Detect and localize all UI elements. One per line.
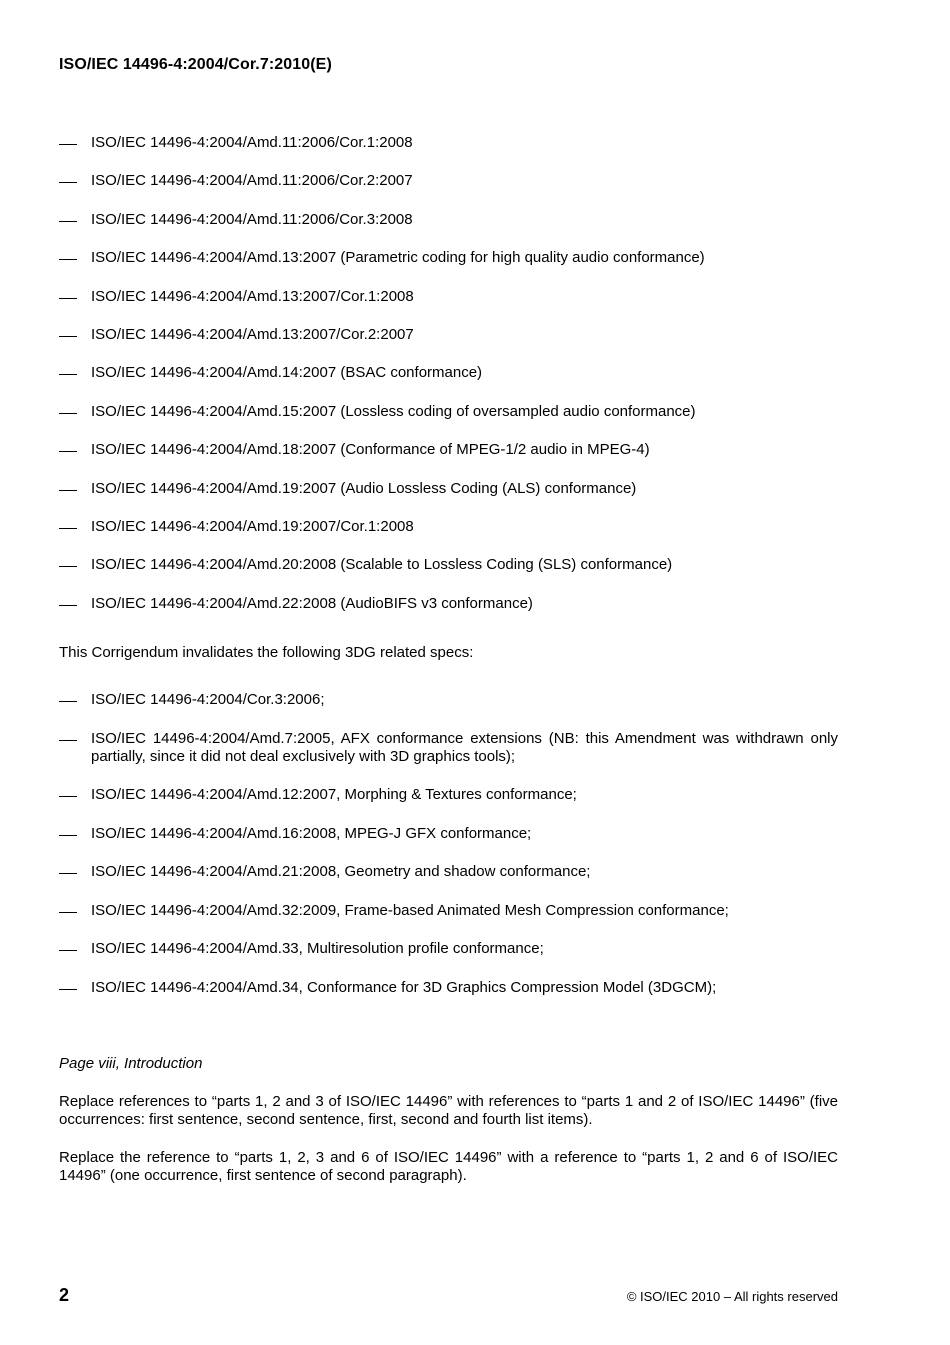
list-item: ISO/IEC 14496-4:2004/Amd.14:2007 (BSAC conformance) bbox=[91, 364, 483, 382]
replacement-paragraph-2: Replace the reference to “parts 1, 2, 3 and 6 of ISO/IEC 14496” with a reference to “parts 1, 2 and 6 of ISO/IEC 14496” (one occurrence, first sentence of second paragraph). bbox=[59, 1149, 838, 1184]
list-item: ISO/IEC 14496-4:2004/Amd.11:2006/Cor.3:2008 bbox=[91, 210, 413, 228]
list-item: ISO/IEC 14496-4:2004/Amd.18:2007 (Conformance of MPEG-1/2 audio in MPEG-4) bbox=[91, 441, 650, 459]
amendment-list bbox=[59, 134, 838, 633]
invalidated-specs-list bbox=[59, 691, 838, 1017]
list-item: ISO/IEC 14496-4:2004/Amd.16:2008, MPEG-J GFX conformance; bbox=[91, 824, 532, 842]
page-number: 2 bbox=[59, 1285, 70, 1305]
list-item: ISO/IEC 14496-4:2004/Amd.19:2007 (Audio Lossless Coding (ALS) conformance) bbox=[91, 479, 637, 497]
list-item: ISO/IEC 14496-4:2004/Amd.12:2007, Morphing & Textures conformance; bbox=[91, 786, 577, 803]
intro-3dg-paragraph: This Corrigendum invalidates the following 3DG related specs: bbox=[59, 644, 474, 661]
list-item: ISO/IEC 14496-4:2004/Amd.7:2005, AFX conformance extensions (NB: this Amendment was withdrawn only partially, since it did not deal exclusively with 3D graphics tools); bbox=[91, 729, 838, 765]
replacement-paragraph-1: Replace references to “parts 1, 2 and 3 of ISO/IEC 14496” with references to “parts 1 and 2 of ISO/IEC 14496” (five occurrences: first sentence, second sentence, first, second and fourth list items). bbox=[59, 1093, 838, 1128]
list-item: ISO/IEC 14496-4:2004/Amd.20:2008 (Scalable to Lossless Coding (SLS) conformance) bbox=[91, 556, 673, 574]
list-item: ISO/IEC 14496-4:2004/Amd.21:2008, Geometry and shadow conformance; bbox=[91, 863, 591, 880]
list-item: ISO/IEC 14496-4:2004/Amd.11:2006/Cor.2:2007 bbox=[91, 172, 413, 190]
section-reference: Page viii, Introduction bbox=[59, 1055, 203, 1072]
list-item: ISO/IEC 14496-4:2004/Amd.19:2007/Cor.1:2008 bbox=[91, 517, 414, 535]
list-item: ISO/IEC 14496-4:2004/Amd.11:2006/Cor.1:2008 bbox=[91, 134, 413, 151]
list-item: ISO/IEC 14496-4:2004/Amd.22:2008 (AudioBIFS v3 conformance) bbox=[91, 594, 533, 612]
list-item: ISO/IEC 14496-4:2004/Amd.34, Conformance for 3D Graphics Compression Model (3DGCM); bbox=[91, 978, 717, 996]
list-item: ISO/IEC 14496-4:2004/Cor.3:2006; bbox=[91, 691, 325, 708]
list-item: ISO/IEC 14496-4:2004/Amd.13:2007/Cor.1:2008 bbox=[91, 287, 414, 305]
copyright-notice: © ISO/IEC 2010 – All rights reserved bbox=[626, 1289, 838, 1304]
list-item: ISO/IEC 14496-4:2004/Amd.15:2007 (Lossless coding of oversampled audio conformance) bbox=[91, 402, 696, 420]
list-item: ISO/IEC 14496-4:2004/Amd.13:2007/Cor.2:2007 bbox=[91, 325, 414, 343]
list-item: ISO/IEC 14496-4:2004/Amd.13:2007 (Parametric coding for high quality audio conformance) bbox=[91, 249, 705, 267]
list-item: ISO/IEC 14496-4:2004/Amd.32:2009, Frame-based Animated Mesh Compression conformance; bbox=[91, 901, 729, 919]
document-title: ISO/IEC 14496-4:2004/Cor.7:2010(E) bbox=[59, 56, 332, 73]
list-item: ISO/IEC 14496-4:2004/Amd.33, Multiresolution profile conformance; bbox=[91, 940, 544, 957]
